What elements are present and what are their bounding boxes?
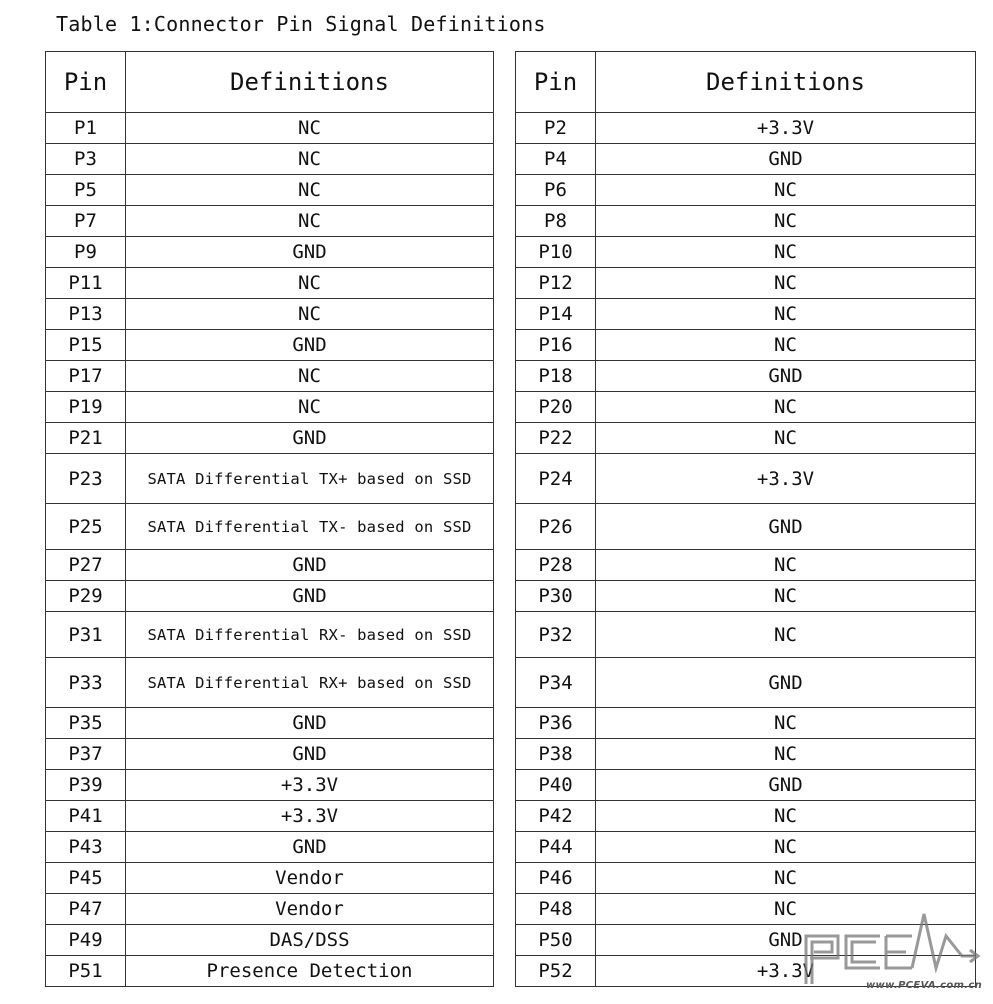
table-row <box>46 658 494 708</box>
watermark-url: www.PCEVA.com.cn <box>866 980 983 991</box>
pin-cell: P48 <box>516 894 596 925</box>
pin-cell: P30 <box>516 581 596 612</box>
pin-cell: P15 <box>46 330 126 361</box>
table-row <box>516 801 976 832</box>
table-row <box>46 894 494 925</box>
table-row <box>46 770 494 801</box>
table-row <box>46 956 494 987</box>
pin-cell: P43 <box>46 832 126 863</box>
definition-cell: NC <box>126 113 494 144</box>
table-row <box>46 708 494 739</box>
pin-cell: P46 <box>516 863 596 894</box>
table-row <box>516 504 976 550</box>
definition-cell: SATA Differential RX- based on SSD <box>126 612 494 658</box>
pin-cell: P51 <box>46 956 126 987</box>
pin-cell: P44 <box>516 832 596 863</box>
table-row <box>516 770 976 801</box>
definition-cell: NC <box>596 739 976 770</box>
table-row <box>516 237 976 268</box>
pin-cell: P11 <box>46 268 126 299</box>
pin-cell: P40 <box>516 770 596 801</box>
definition-cell: NC <box>596 894 976 925</box>
definition-cell: GND <box>126 739 494 770</box>
table-row <box>516 206 976 237</box>
table-row <box>46 454 494 504</box>
header-row <box>516 52 976 113</box>
definition-cell: GND <box>596 770 976 801</box>
definition-cell: NC <box>126 175 494 206</box>
pin-cell: P9 <box>46 237 126 268</box>
table-row <box>46 581 494 612</box>
definition-cell: Presence Detection <box>126 956 494 987</box>
pin-cell: P36 <box>516 708 596 739</box>
definition-cell: GND <box>126 832 494 863</box>
pin-cell: P18 <box>516 361 596 392</box>
pin-cell: P35 <box>46 708 126 739</box>
definition-cell: NC <box>596 175 976 206</box>
definitions-header: Definitions <box>126 52 494 113</box>
pin-cell: P33 <box>46 658 126 708</box>
table-row <box>46 237 494 268</box>
definition-cell: SATA Differential TX+ based on SSD <box>126 454 494 504</box>
pin-cell: P39 <box>46 770 126 801</box>
table-row <box>516 330 976 361</box>
pin-cell: P3 <box>46 144 126 175</box>
table-row <box>46 144 494 175</box>
definition-cell: GND <box>126 423 494 454</box>
pin-cell: P38 <box>516 739 596 770</box>
definition-cell: NC <box>126 206 494 237</box>
definition-cell: NC <box>126 299 494 330</box>
definitions-header: Definitions <box>596 52 976 113</box>
definition-cell: NC <box>596 801 976 832</box>
table-row <box>516 299 976 330</box>
pin-cell: P2 <box>516 113 596 144</box>
pin-cell: P50 <box>516 925 596 956</box>
definition-cell: Vendor <box>126 863 494 894</box>
table-row <box>46 863 494 894</box>
pin-cell: P4 <box>516 144 596 175</box>
table-row <box>46 330 494 361</box>
pin-cell: P10 <box>516 237 596 268</box>
table-row <box>516 268 976 299</box>
table-row <box>46 925 494 956</box>
pin-cell: P27 <box>46 550 126 581</box>
table-row <box>46 801 494 832</box>
table-row <box>516 832 976 863</box>
definition-cell: NC <box>596 863 976 894</box>
definition-cell: NC <box>596 423 976 454</box>
pin-cell: P22 <box>516 423 596 454</box>
definition-cell: +3.3V <box>596 113 976 144</box>
pin-cell: P1 <box>46 113 126 144</box>
definition-cell: NC <box>126 268 494 299</box>
pin-cell: P17 <box>46 361 126 392</box>
pin-cell: P19 <box>46 392 126 423</box>
definition-cell: NC <box>596 708 976 739</box>
pin-cell: P7 <box>46 206 126 237</box>
pin-cell: P28 <box>516 550 596 581</box>
pin-cell: P24 <box>516 454 596 504</box>
table-row <box>516 454 976 504</box>
table-row <box>516 863 976 894</box>
pin-cell: P47 <box>46 894 126 925</box>
table-row <box>516 550 976 581</box>
definition-cell: NC <box>126 144 494 175</box>
table-row <box>516 423 976 454</box>
pin-cell: P49 <box>46 925 126 956</box>
definition-cell: NC <box>596 581 976 612</box>
table-row <box>516 392 976 423</box>
pin-header: Pin <box>516 52 596 113</box>
definition-cell: GND <box>126 237 494 268</box>
definition-cell: NC <box>596 330 976 361</box>
table-caption: Table 1:Connector Pin Signal Definitions <box>56 12 546 36</box>
definition-cell: GND <box>596 144 976 175</box>
table-row <box>516 658 976 708</box>
definition-cell: NC <box>596 268 976 299</box>
definition-cell: NC <box>596 612 976 658</box>
table-row <box>46 739 494 770</box>
pin-cell: P32 <box>516 612 596 658</box>
definition-cell: GND <box>596 361 976 392</box>
definition-cell: SATA Differential TX- based on SSD <box>126 504 494 550</box>
table-row <box>46 423 494 454</box>
table-row <box>516 708 976 739</box>
definition-cell: NC <box>596 206 976 237</box>
definition-cell: GND <box>126 708 494 739</box>
table-row <box>46 832 494 863</box>
definition-cell: NC <box>126 361 494 392</box>
definition-cell: Vendor <box>126 894 494 925</box>
pin-cell: P20 <box>516 392 596 423</box>
definition-cell: +3.3V <box>596 956 976 987</box>
table-row <box>46 361 494 392</box>
pin-cell: P25 <box>46 504 126 550</box>
pin-cell: P45 <box>46 863 126 894</box>
pin-cell: P5 <box>46 175 126 206</box>
definition-cell: NC <box>126 392 494 423</box>
pin-cell: P6 <box>516 175 596 206</box>
pin-cell: P12 <box>516 268 596 299</box>
table-row <box>46 299 494 330</box>
definition-cell: GND <box>596 925 976 956</box>
table-row <box>516 175 976 206</box>
pin-cell: P37 <box>46 739 126 770</box>
table-row <box>516 581 976 612</box>
definition-cell: GND <box>126 550 494 581</box>
definition-cell: +3.3V <box>596 454 976 504</box>
pin-cell: P16 <box>516 330 596 361</box>
pin-header: Pin <box>46 52 126 113</box>
definition-cell: +3.3V <box>126 801 494 832</box>
pin-cell: P13 <box>46 299 126 330</box>
table-row <box>46 268 494 299</box>
table-row <box>516 144 976 175</box>
header-row <box>46 52 494 113</box>
pin-table-left <box>45 51 494 987</box>
table-row <box>516 739 976 770</box>
pin-cell: P14 <box>516 299 596 330</box>
definition-cell: GND <box>596 504 976 550</box>
table-row <box>46 612 494 658</box>
pin-cell: P26 <box>516 504 596 550</box>
table-row <box>46 113 494 144</box>
definition-cell: NC <box>596 299 976 330</box>
table-row <box>516 361 976 392</box>
definition-cell: GND <box>596 658 976 708</box>
pin-cell: P52 <box>516 956 596 987</box>
table-row <box>46 175 494 206</box>
table-row <box>46 206 494 237</box>
definition-cell: NC <box>596 832 976 863</box>
table-row <box>46 392 494 423</box>
pin-cell: P34 <box>516 658 596 708</box>
definition-cell: NC <box>596 392 976 423</box>
definition-cell: NC <box>596 550 976 581</box>
pin-cell: P42 <box>516 801 596 832</box>
definition-cell: DAS/DSS <box>126 925 494 956</box>
pin-cell: P31 <box>46 612 126 658</box>
table-row <box>516 612 976 658</box>
pin-cell: P21 <box>46 423 126 454</box>
table-row <box>46 550 494 581</box>
pin-cell: P8 <box>516 206 596 237</box>
definition-cell: NC <box>596 237 976 268</box>
pin-cell: P41 <box>46 801 126 832</box>
table-row <box>516 113 976 144</box>
definition-cell: +3.3V <box>126 770 494 801</box>
table-row <box>46 504 494 550</box>
definition-cell: GND <box>126 330 494 361</box>
pin-table-right <box>515 51 976 987</box>
pin-cell: P29 <box>46 581 126 612</box>
definition-cell: SATA Differential RX+ based on SSD <box>126 658 494 708</box>
definition-cell: GND <box>126 581 494 612</box>
pin-cell: P23 <box>46 454 126 504</box>
